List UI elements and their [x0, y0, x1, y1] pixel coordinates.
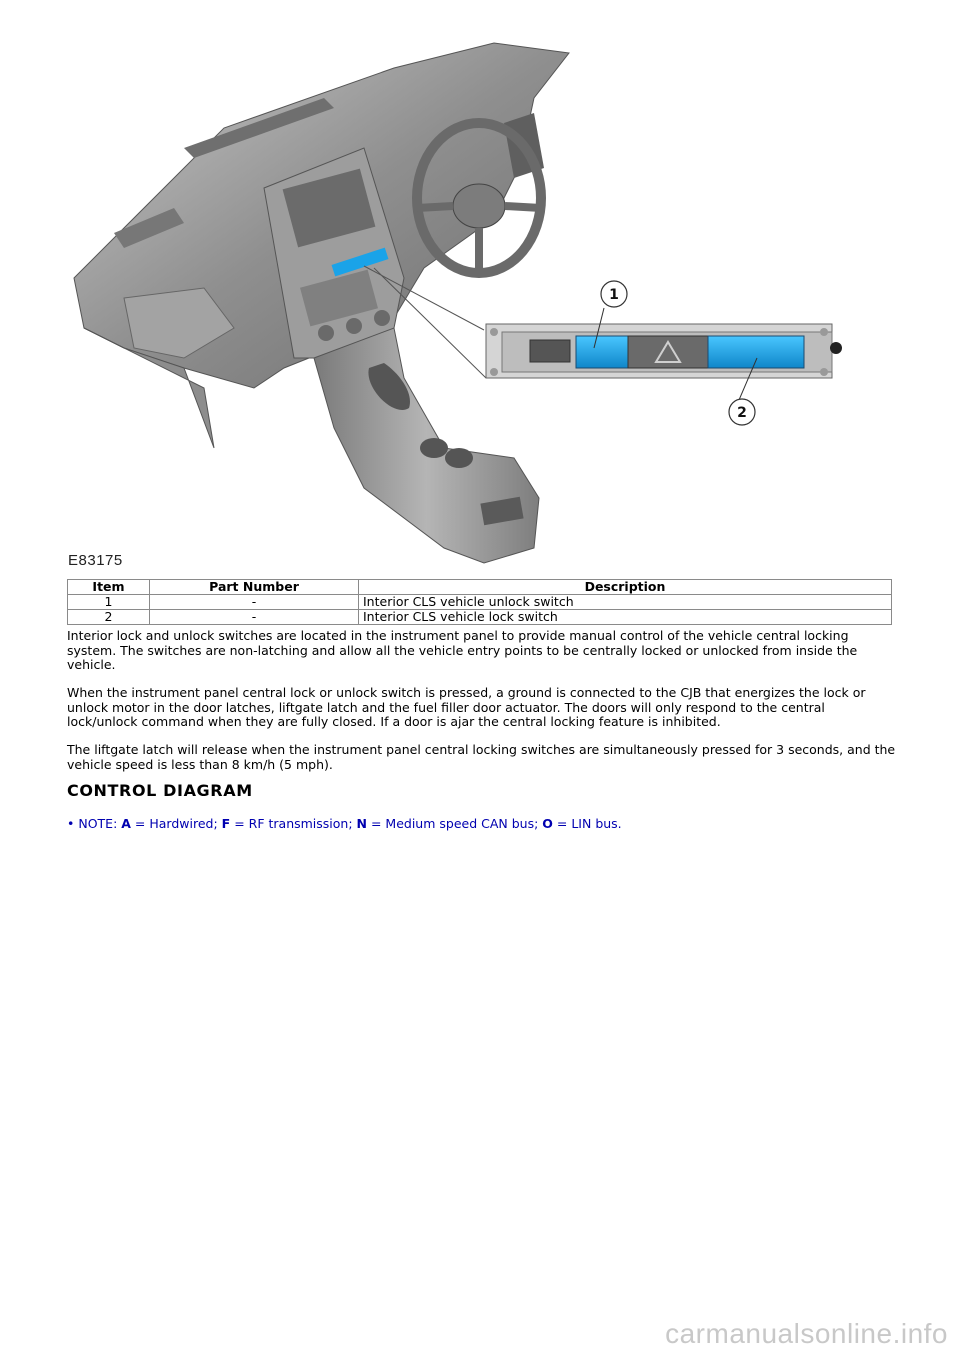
table-header-row [68, 580, 892, 595]
note-text-a: = Hardwired; [130, 816, 222, 831]
header-description: Description [359, 580, 892, 595]
note-text-o: = LIN bus. [552, 816, 622, 831]
cell-description: Interior CLS vehicle lock switch [359, 610, 892, 625]
figure-id: E83175 [68, 552, 123, 569]
note-key-o: O [542, 816, 553, 831]
table-row [68, 610, 892, 625]
table-row [68, 595, 892, 610]
paragraph-switch-location: Interior lock and unlock switches are located in the instrument panel to provide manual control of the vehicle central locking system. The switches are non-latching and allow all the vehicle entry points to be centrally locked or unlocked from inside the vehicle. [67, 628, 858, 672]
note-prefix: • NOTE: [67, 816, 122, 831]
cell-part-number: - [150, 595, 359, 610]
note-key-n: N [356, 816, 367, 831]
paragraph-liftgate-release: The liftgate latch will release when the instrument panel central locking switches are simultaneously pressed for 3 seconds, and the vehicle speed is less than 8 km/h (5 mph). [67, 742, 896, 772]
note-line [67, 816, 622, 831]
paragraph-switch-operation: When the instrument panel central lock or unlock switch is pressed, a ground is connected to the CJB that energizes the lock or unlock motor in the door latches, liftgate latch and the fuel filler door actuator. The doors will only respond to the central lock/unlock command when they are fully closed. If a door is ajar the central locking feature is inhibited. [67, 685, 866, 729]
header-item: Item [68, 580, 150, 595]
watermark: carmanualsonline.info [665, 1318, 948, 1349]
cell-description: Interior CLS vehicle unlock switch [359, 595, 892, 610]
callout-2-label: 2 [737, 405, 747, 421]
note-key-f: F [221, 816, 231, 831]
switch-panel-inset [486, 324, 842, 378]
note-text-f: = RF transmission; [230, 816, 357, 831]
cell-item: 1 [68, 595, 150, 610]
note-text-n: = Medium speed CAN bus; [367, 816, 543, 831]
section-heading: CONTROL DIAGRAM [67, 781, 253, 800]
dashboard-illustration [64, 28, 896, 576]
note-key-a: A [121, 816, 131, 831]
parts-table [67, 579, 892, 625]
cell-part-number: - [150, 610, 359, 625]
callout-1-label: 1 [609, 287, 619, 303]
cell-item: 2 [68, 610, 150, 625]
header-part-number: Part Number [150, 580, 359, 595]
